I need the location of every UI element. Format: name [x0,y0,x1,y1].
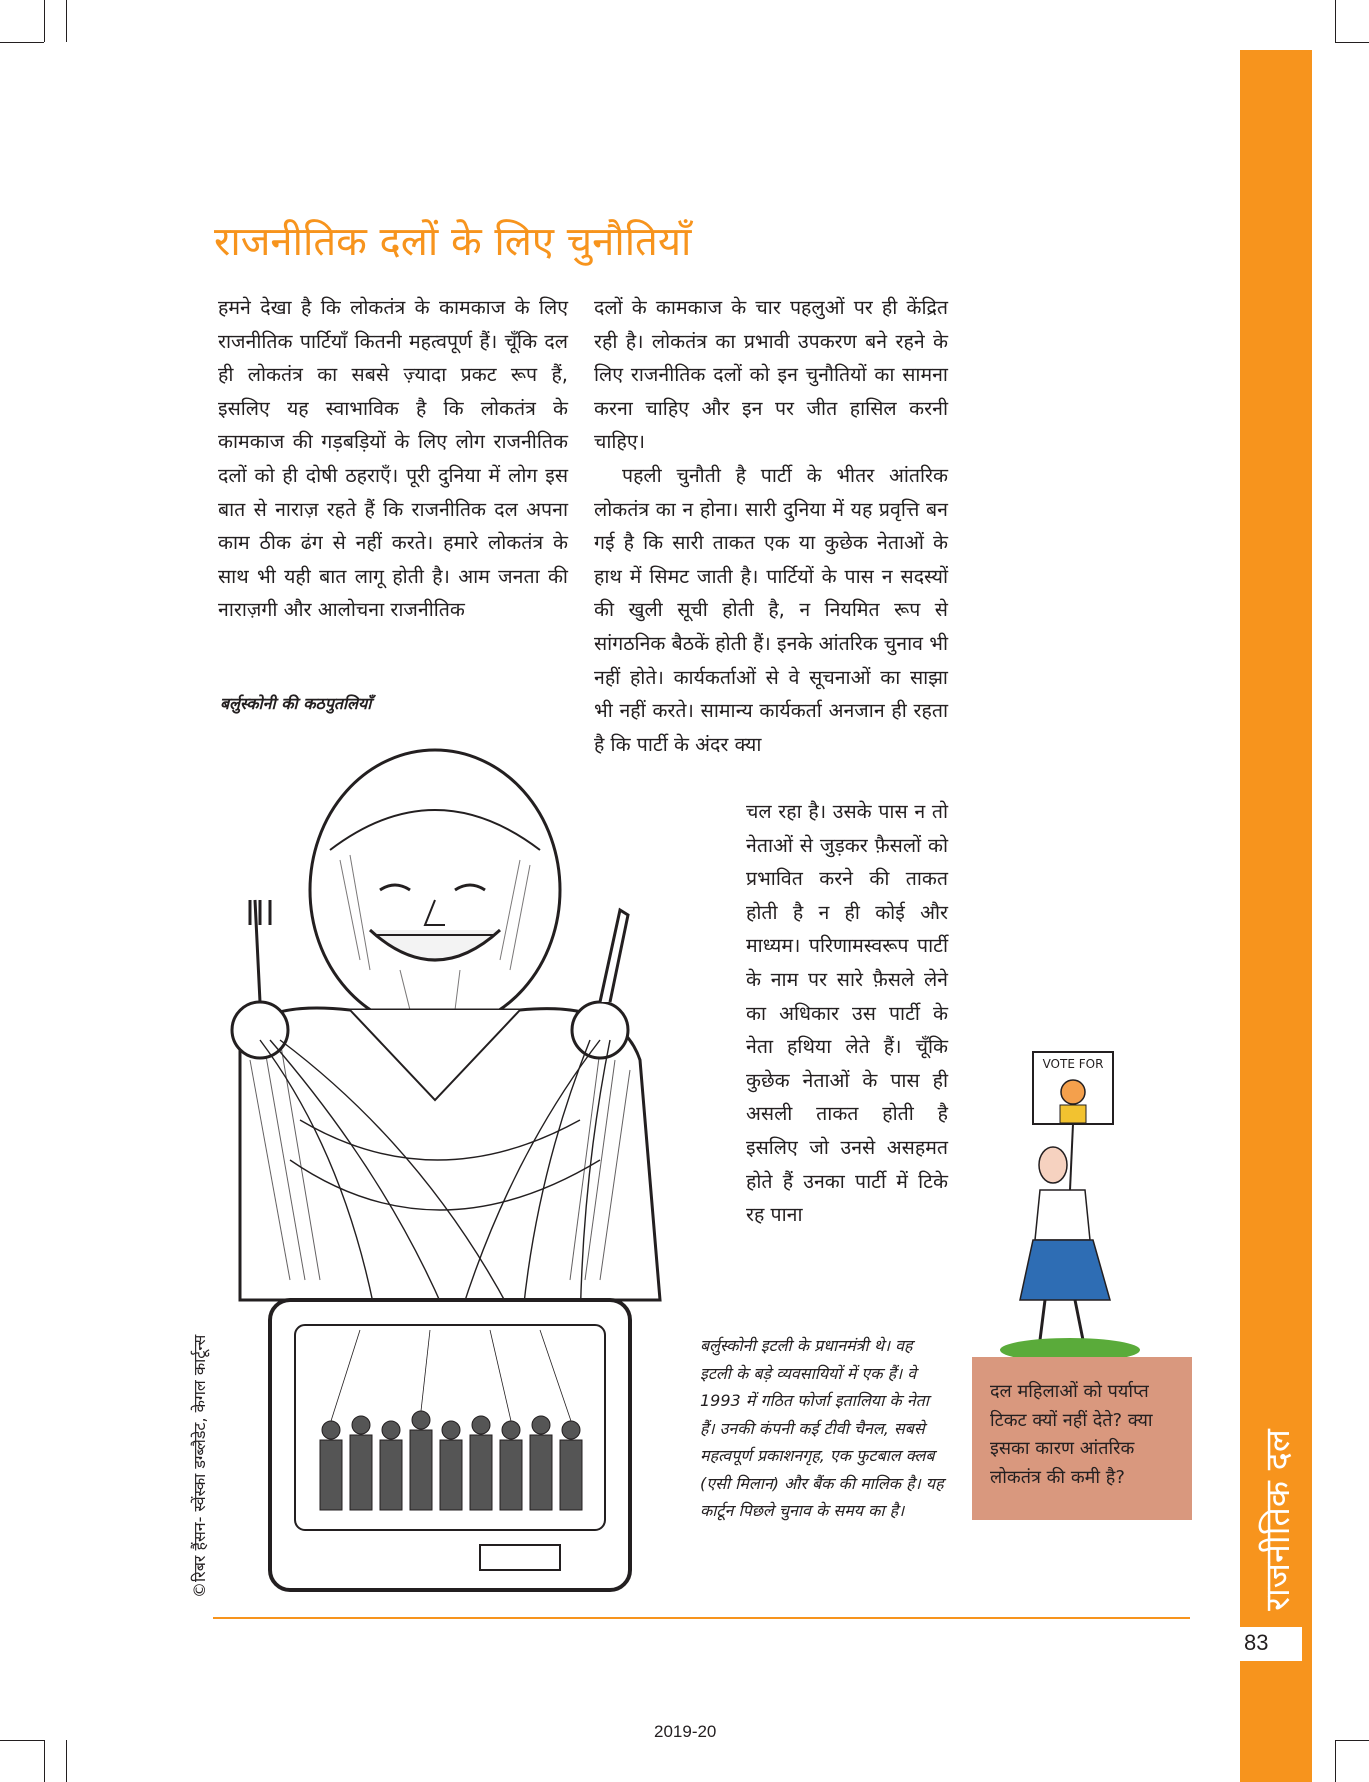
crop-mark [44,1740,45,1782]
berlusconi-cartoon-illustration [200,740,760,1620]
paragraph: हमने देखा है कि लोकतंत्र के कामकाज के लिए राजनीतिक पार्टियाँ कितनी महत्वपूर्ण हैं। चूँकि दल ही लोकतंत्र का सबसे ज़्यादा प्रकट रूप हैं, इसलिए यह स्वाभाविक है कि लोकतंत्र के कामकाज की गड़बड़ियों के लिए लोग राजनीतिक दलों को ही दोषी ठहराएँ। पूरी दुनिया में लोग इस बात से नाराज़ रहते हैं कि राजनीतिक दल अपना काम ठीक ढंग से नहीं करते। हमारे लोकतंत्र के साथ भी यही बात लागू होती है। आम जनता की नाराज़गी और आलोचना राजनीतिक [218,296,568,622]
text-column-1 [218,291,568,627]
vote-sign-text: VOTE FOR [1042,1057,1104,1071]
edition-year: 2019-20 [654,1722,717,1741]
chapter-label: राजनीतिक दल [1258,1429,1298,1611]
text-column-3 [746,795,948,1232]
chapter-label-container [1240,1420,1312,1620]
paragraph: दलों के कामकाज के चार पहलुओं पर ही केंद्रित रही है। लोकतंत्र का प्रभावी उपकरण बने रहने के लिए राजनीतिक दलों को इन चुनौतियों का सामना करना चाहिए और इन पर जीत हासिल करनी चाहिए। [594,296,948,454]
cartoon-caption: बर्लुस्कोनी इटली के प्रधानमंत्री थे। वह इटली के बड़े व्यवसायियों में एक हैं। वे 1993 में गठित फोर्जा इतालिया के नेता हैं। उनकी कंपनी कई टीवी चैनल, सबसे महत्वपूर्ण प्रकाशनगृह, एक फुटबाल क्लब (एसी मिलान) और बैंक की मालिक है। यह कार्टून पिछले चुनाव के समय का है। [700,1336,944,1520]
crop-mark [0,1740,44,1741]
crop-mark [1335,1740,1369,1741]
knife-icon [600,910,628,1002]
crop-mark [44,0,45,42]
text-column-2 [594,291,948,761]
crop-mark [66,0,67,42]
vote-woman-illustration [1005,1050,1155,1360]
cartoon-credit: ©रिबर हैंसन- स्वेंस्का डग्ब्लैडेट, केगल कार्टून्स [190,1334,209,1598]
crop-mark [1335,1740,1336,1782]
fork-icon [250,900,270,1002]
crop-mark [1335,0,1336,42]
crop-mark [0,42,44,43]
paragraph: पहली चुनौती है पार्टी के भीतर आंतरिक लोकतंत्र का न होना। सारी दुनिया में यह प्रवृत्ति बन गई है कि सारी ताकत एक या कुछेक नेताओं के हाथ में सिमट जाती है। पार्टियों के पास न सदस्यों की खुली सूची होती है, न नियमित रूप से सांगठनिक बैठकें होती हैं। इनके आंतरिक चुनाव भी नहीं होते। कार्यकर्ताओं से वे सूचनाओं का साझा भी नहीं करते। सामान्य कार्यकर्ता अनजान ही रहता है कि पार्टी के अंदर क्या [594,463,948,756]
caricature-head [310,750,560,1030]
cartoon-title: बर्लुस्कोनी की कठपुतलियाँ [220,694,372,713]
footer-rule [213,1617,1190,1619]
question-text: दल महिलाओं को पर्याप्त टिकट क्यों नहीं देते? क्या इसका कारण आंतरिक लोकतंत्र की कमी है? [990,1381,1153,1488]
crop-mark [1335,42,1369,43]
page-number: 83 [1244,1630,1269,1655]
crop-mark [66,1740,67,1782]
section-heading: राजनीतिक दलों के लिए चुनौतियाँ [214,219,692,265]
paragraph: चल रहा है। उसके पास न तो नेताओं से जुड़कर फ़ैसलों को प्रभावित करने की ताकत होती है न ही कोई और माध्यम। परिणामस्वरूप पार्टी के नाम पर सारे फ़ैसले लेने का अधिकार उस पार्टी के नेता हथिया लेते हैं। चूँकि कुछेक नेताओं के पास ही असली ताकत होती है इसलिए जो उनसे असहमत होते हैं उनका पार्टी में टिके रह पाना [746,800,948,1227]
